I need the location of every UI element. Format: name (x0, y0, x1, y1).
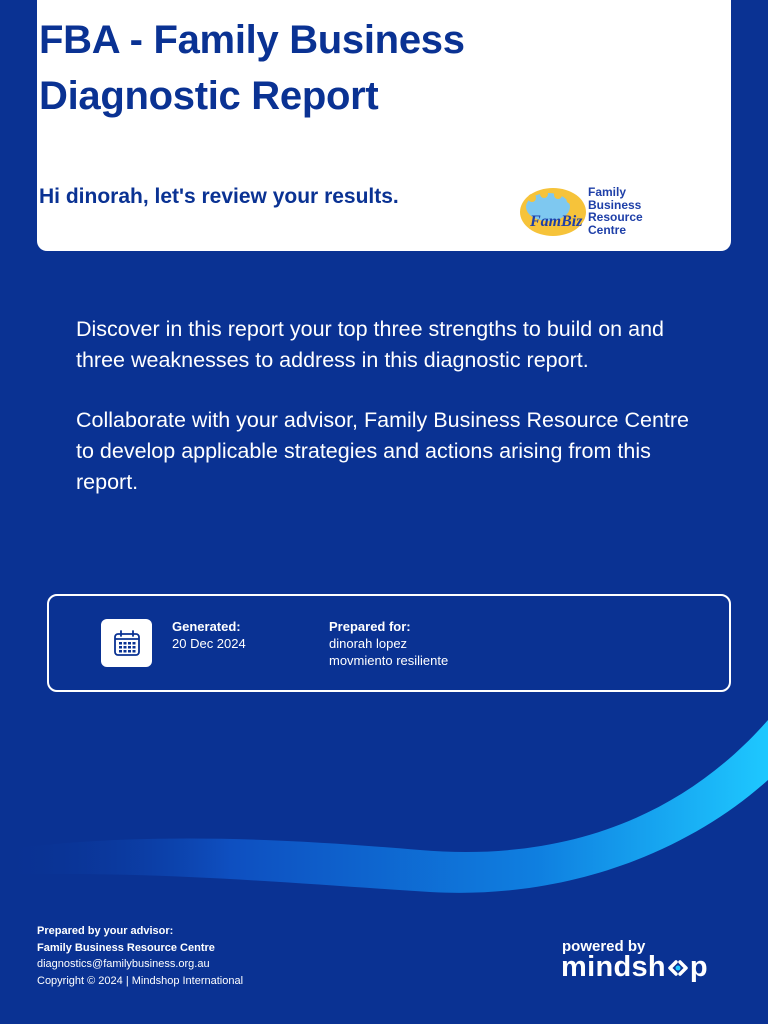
logo-line: Business (588, 197, 642, 212)
intro-paragraph-1: Discover in this report your top three strengths to build on and three weaknesses to address in this diagnostic report. (76, 317, 664, 372)
logo-line: Family (588, 185, 627, 199)
generated-label: Generated: (172, 619, 241, 634)
logo-line: Centre (588, 222, 627, 237)
advisor-name: Family Business Resource Centre (37, 941, 215, 954)
intro-section (76, 314, 706, 527)
generated-value: 20 Dec 2024 (172, 636, 246, 651)
logo-text (588, 186, 668, 236)
advisor-email[interactable]: diagnostics@familybusiness.org.au (37, 958, 210, 970)
decorative-wave (0, 700, 768, 920)
advisor-footer (37, 923, 243, 989)
brand-end: p (689, 951, 708, 983)
prepared-for-label: Prepared for: (329, 619, 411, 634)
logo-line: Resource (588, 210, 643, 224)
mindshop-logo (561, 951, 708, 984)
prepared-for-name: dinorah lopez (329, 636, 408, 651)
mindshop-o-icon (667, 958, 689, 978)
copyright-text: Copyright © 2024 | Mindshop International (37, 974, 244, 987)
calendar-icon (101, 619, 152, 667)
powered-by-text: powered by (562, 938, 646, 955)
prepared-for-org: movmiento resiliente (329, 653, 449, 668)
page-title: FBA - Family Business Diagnostic Report (39, 18, 465, 118)
greeting-text: Hi dinorah, let's review your results. (39, 185, 399, 208)
intro-paragraph-2: Collaborate with your advisor, Family Business Resource Centre to develop applicable strategies and actions arising from this report. (76, 408, 690, 494)
svg-text:FamBiz: FamBiz (530, 213, 583, 230)
brand-start: mindsh (561, 951, 666, 983)
advisor-label: Prepared by your advisor: (37, 925, 174, 937)
